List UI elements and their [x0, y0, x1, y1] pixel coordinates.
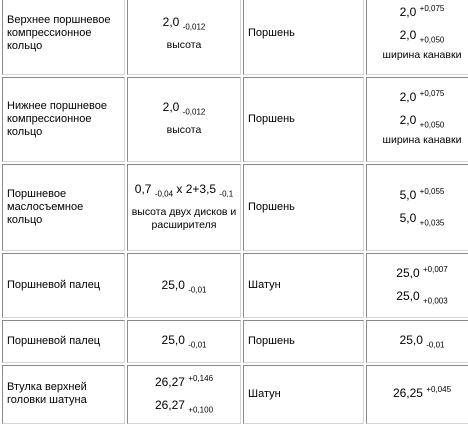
table-row — [2, 253, 468, 317]
part-name-cell: Поршневое маслосъемное кольцо — [2, 164, 125, 252]
size-value: 2,0 $_{-0,012}$ — [162, 100, 206, 117]
mating-size-value: 26,25 $^{+0,045}$ — [392, 385, 452, 401]
table-row — [2, 164, 468, 252]
mating-part-cell: Поршень — [243, 320, 364, 363]
mating-part-cell: Поршень — [243, 0, 364, 75]
size-value: 25,0 $_{-0,01}$ — [161, 333, 207, 350]
table-row — [2, 0, 468, 75]
mating-size-value: 5,0 $^{+0,055}$ — [399, 186, 445, 202]
size-value: 26,27 $_{+0,100}$ — [154, 397, 214, 415]
mating-size-value: 25,0 $_{+0,003}$ — [396, 289, 448, 306]
mating-part-cell: Поршень — [243, 77, 364, 162]
mating-size-value: 25,0 $^{+0,007}$ — [396, 265, 448, 281]
part-size-cell — [127, 320, 241, 363]
size-note: высота двух дисков и расширителя — [131, 205, 237, 231]
part-name-cell: Нижнее поршневое компрессионное кольцо — [2, 77, 125, 162]
mating-size-cell — [366, 0, 468, 75]
part-size-cell — [127, 365, 241, 424]
mating-size-cell — [366, 320, 468, 363]
mating-size-value: 2,0 $_{+0,050}$ — [399, 113, 445, 130]
part-size-cell — [127, 253, 241, 317]
mating-size-note: ширина канавки — [382, 48, 462, 61]
mating-part-cell: Шатун — [243, 253, 364, 317]
size-value: 2,0 $_{-0,012}$ — [162, 14, 206, 32]
mating-size-cell — [366, 77, 468, 162]
table-row — [2, 365, 468, 424]
mating-size-value: 2,0 $^{+0,075}$ — [399, 89, 445, 105]
mating-size-value: 2,0 $_{+0,050}$ — [399, 27, 445, 45]
size-note: высота — [166, 38, 202, 51]
part-size-cell — [127, 0, 241, 75]
mating-size-cell — [366, 365, 468, 424]
part-size-cell — [127, 77, 241, 162]
size-value: 26,27 $^{+0,146}$ — [154, 373, 214, 389]
part-name-cell: Поршневой палец — [2, 253, 125, 317]
part-name-cell: Втулка верхней головки шатуна — [2, 365, 125, 424]
mating-size-cell — [366, 253, 468, 317]
size-value: 25,0 $_{-0,01}$ — [161, 277, 207, 294]
mating-size-value: 2,0 $^{+0,075}$ — [399, 3, 445, 19]
size-note: высота — [166, 124, 202, 137]
table-row — [2, 77, 468, 162]
mating-size-value: 25,0 $_{-0,01}$ — [399, 333, 445, 350]
part-name-cell: Поршневой палец — [2, 320, 125, 363]
mating-size-value: 5,0 $_{+0,035}$ — [399, 210, 445, 228]
part-name-cell: Верхнее поршневое компрессионное кольцо — [2, 0, 125, 75]
mating-part-cell: Шатун — [243, 365, 364, 424]
table-row — [2, 320, 468, 363]
part-size-cell — [127, 164, 241, 252]
size-value: 0,7 $_{-0,04}$ x 2+3,5 $_{-0,1}$ — [134, 181, 234, 199]
mating-part-cell: Поршень — [243, 164, 364, 252]
mating-size-cell — [366, 164, 468, 252]
mating-size-note: ширина канавки — [382, 134, 462, 147]
